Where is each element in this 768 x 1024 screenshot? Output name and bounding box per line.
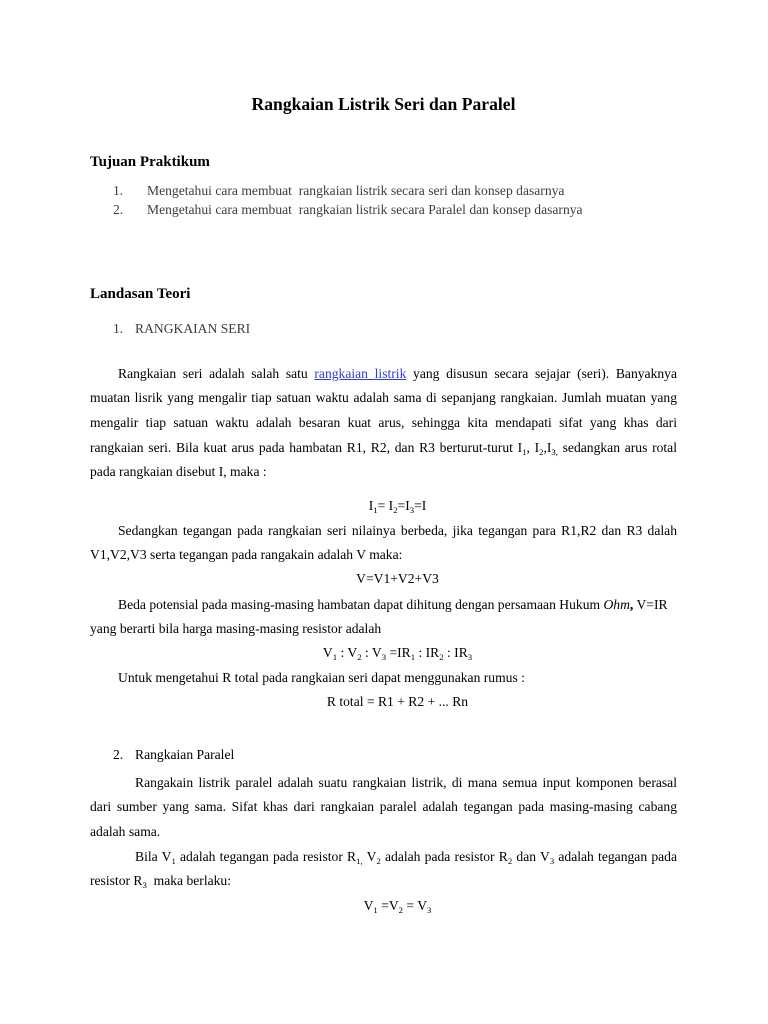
subscript: 3: [467, 651, 473, 662]
text-run: = V: [403, 898, 428, 913]
heading-landasan-teori: Landasan Teori: [90, 286, 191, 302]
formula-total-resistance: [118, 690, 677, 714]
paragraph-line: [90, 460, 677, 484]
section-heading-seri: [113, 317, 677, 341]
paragraph-line: [90, 795, 677, 819]
list-item-text: Mengetahui cara membuat rangkaian listrik secara Paralel dan konsep dasarnya: [147, 202, 583, 217]
formula-series-current: [118, 494, 677, 518]
text-run: V=V1+V2+V3: [356, 571, 439, 586]
text-run: yang berarti bila harga masing-masing resistor adalah: [90, 621, 382, 636]
subscript: 3: [409, 504, 415, 515]
text-run: V=IR: [633, 597, 668, 612]
paragraph-line: [118, 519, 677, 543]
hyperlink[interactable]: rangkaian listrik: [314, 366, 407, 381]
text-run: resistor R: [90, 873, 143, 888]
heading-tujuan-praktikum: Tujuan Praktikum: [90, 154, 210, 170]
text-run: rangkaian seri. Bila kuat arus pada hambatan R1, R2, dan R3 berturut-turut I: [90, 440, 523, 455]
text-run: adalah sama.: [90, 824, 161, 839]
subscript: 2: [393, 504, 398, 515]
subscript: 2: [398, 904, 403, 915]
text-run: Beda potensial pada masing-masing hambatan dapat dihitung dengan persamaan Hukum: [118, 597, 604, 612]
section-number: 2.: [113, 747, 124, 762]
text-run: adalah tegangan pada resistor R: [175, 849, 357, 864]
text-run: ,I: [543, 440, 552, 455]
text-run: V: [322, 645, 333, 660]
text-run: : V: [361, 645, 382, 660]
subscript: 2: [507, 855, 513, 866]
text-run: Rangakain listrik paralel adalah suatu rangkaian listrik, di mana semua input komponen berasal: [135, 775, 677, 790]
text-run: =I: [414, 498, 427, 513]
formula-parallel-voltage: [118, 894, 677, 918]
list-number: 1.: [113, 183, 124, 198]
text-run: : V: [337, 645, 358, 660]
subscript: 3,: [551, 446, 558, 457]
document-title: Rangkaian Listrik Seri dan Paralel: [251, 94, 516, 114]
section-title: Rangkaian Paralel: [135, 747, 235, 762]
text-run: V: [363, 898, 374, 913]
formula-voltage-ratio: [118, 641, 677, 665]
list-item-text: Mengetahui cara membuat rangkaian listrik secara seri dan konsep dasarnya: [147, 183, 565, 198]
paragraph-line: [135, 845, 677, 869]
bold-text: ,: [629, 597, 634, 612]
paragraph-line: [90, 411, 677, 435]
text-run: Bila V: [135, 849, 172, 864]
subscript: 2: [439, 651, 444, 662]
subscript: 1: [171, 855, 176, 866]
text-run: : IR: [415, 645, 440, 660]
paragraph-line: [90, 436, 677, 460]
subscript: 3: [381, 651, 387, 662]
text-run: R total = R1 + R2 + ... Rn: [326, 694, 469, 709]
text-run: adalah tegangan pada: [554, 849, 677, 864]
paragraph-line: [118, 362, 677, 386]
text-run: = I: [377, 498, 394, 513]
text-run: Untuk mengetahui R total pada rangkaian seri dapat menggunakan rumus :: [118, 670, 525, 685]
subscript: 1: [332, 651, 338, 662]
text-run: muatan lisrik yang mengalir tiap satuan waktu adalah sama di sepanjang rangkaian. Jumlah muatan yang: [90, 390, 677, 405]
paragraph-line: [90, 617, 677, 641]
text-run: =V: [377, 898, 399, 913]
text-run: , I: [526, 440, 540, 455]
text-run: Sedangkan tegangan pada rangkaian seri nilainya berbeda, jika tegangan para R1,R2 dan R3 dalah: [118, 523, 677, 538]
formula-series-voltage: [118, 567, 677, 591]
paragraph-line: [90, 543, 677, 567]
paragraph-line: [90, 386, 677, 410]
text-run: =I: [397, 498, 410, 513]
paragraph-line: [118, 593, 677, 617]
text-run: V1,V2,V3 serta tegangan pada rangakain adalah V maka:: [90, 547, 403, 562]
paragraph-line: [90, 869, 677, 893]
subscript: 2: [539, 446, 544, 457]
section-heading-paralel: [113, 743, 677, 767]
text-run: : IR: [443, 645, 468, 660]
text-run: =IR: [386, 645, 411, 660]
text-run: dari sumber yang sama. Sifat khas dari rangkaian paralel adalah tegangan pada masing-masing cabang: [90, 799, 677, 814]
text-run: maka berlaku:: [146, 873, 231, 888]
list-number: 2.: [113, 202, 124, 217]
text-run: dan V: [512, 849, 550, 864]
text-run: sedangkan arus rotal: [557, 440, 677, 455]
list-item: [113, 198, 677, 222]
text-run: pada rangkaian disebut I, maka :: [90, 464, 267, 479]
text-run: adalah pada resistor R: [380, 849, 508, 864]
paragraph-line: [90, 820, 677, 844]
italic-text: Ohm: [603, 597, 630, 612]
section-title: RANGKAIAN SERI: [135, 321, 251, 336]
subscript: 3: [549, 855, 555, 866]
subscript: 2: [357, 651, 362, 662]
text-run: mengalir tiap satuan waktu adalah besaran kuat arus, sehingga kita mendapati sifat yang khas dari: [90, 415, 677, 430]
text-run: Rangkaian seri adalah salah satu: [118, 366, 315, 381]
subscript: 1: [410, 651, 416, 662]
text-run: V: [362, 849, 377, 864]
text-run: I: [368, 498, 374, 513]
section-number: 1.: [113, 321, 124, 336]
subscript: 2: [376, 855, 381, 866]
subscript: 1: [373, 904, 378, 915]
paragraph-line: [135, 771, 677, 795]
text-run: yang disusun secara sejajar (seri). Banyaknya: [406, 366, 677, 381]
subscript: 1,: [356, 855, 363, 866]
subscript: 1: [373, 504, 378, 515]
subscript: 1: [522, 446, 527, 457]
paragraph-line: [118, 666, 677, 690]
subscript: 3: [427, 904, 432, 915]
subscript: 3: [142, 879, 147, 890]
